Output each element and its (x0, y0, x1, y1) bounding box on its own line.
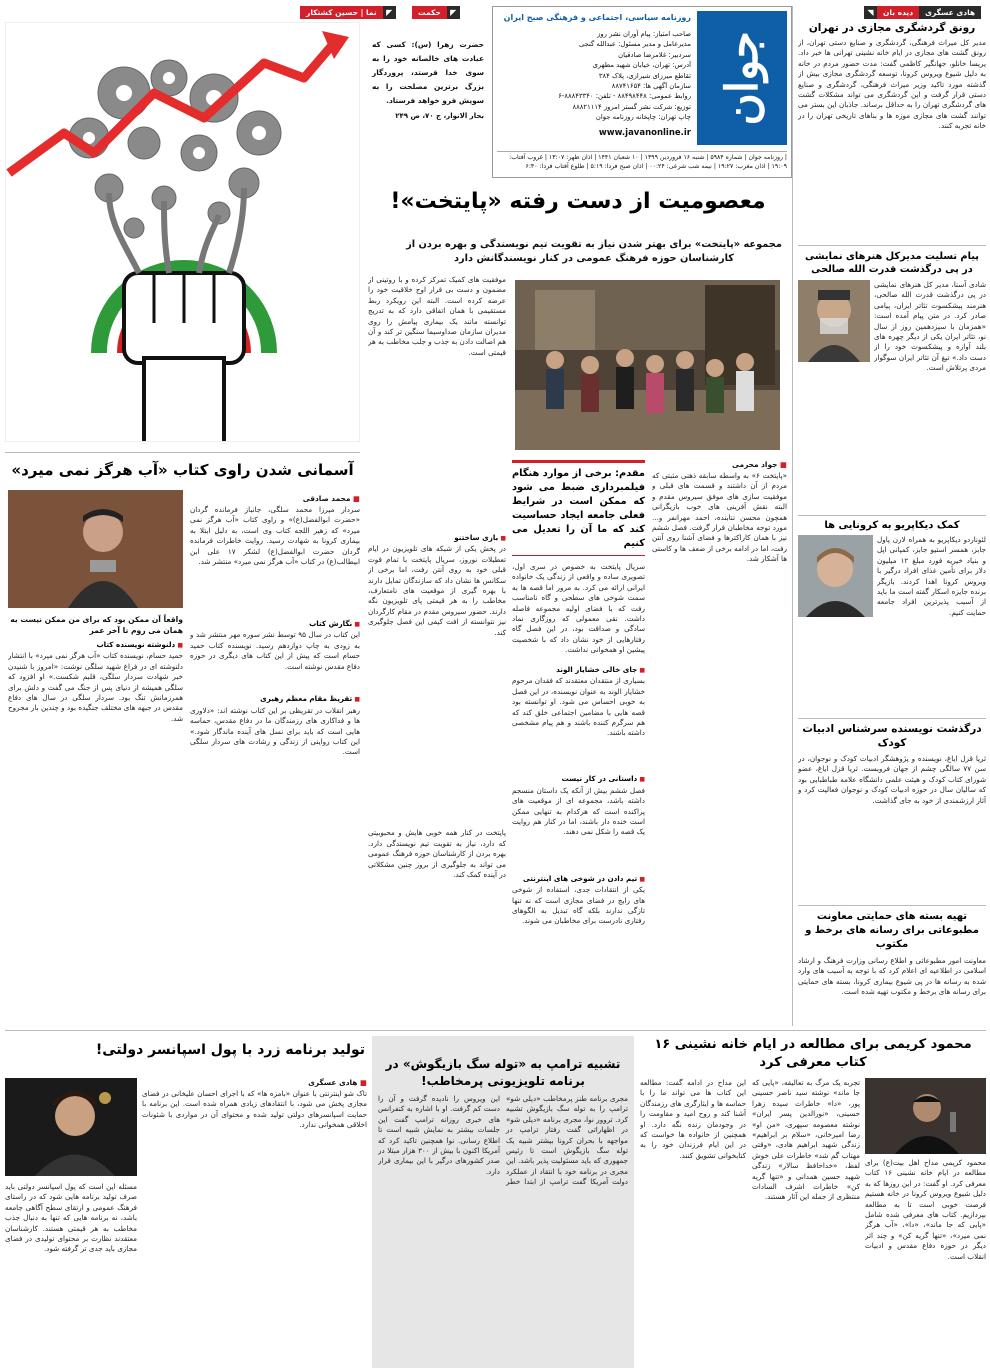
right-col-tag-label: دیده بان (877, 6, 919, 19)
left-story-col-1 (190, 494, 360, 976)
story-body: شادی آسنا، مدیر کل هنرهای نمایشی در پی درگذشت قدرت الله صالحی، هنرمند پیشکسوت تئاتر ایران، پیامی صادر کرد. در متن پیام آمده است: «همزمان با سیزدهمین روز از سال نو، تئاتر ایران یکی از دیگر چهره های بلند آوازه و پیشکسوت خود را از دست داد.» تیغ آن تئاتر ایران سوگوار مردی پرتلاش است. (874, 280, 986, 373)
masthead-credits (496, 29, 691, 123)
left-story-text-4: حمید حسام، نویسنده کتاب «آب هرگز نمی میرد» با انتشار دلنوشته ای در فراغ شهید سلگی نوشت: «امروز با شنیدن خبر شهادت سردار سلگی، قلبم شکست.» او افزود که سلگی همیشه از دنیای پس از جنگ می گفت و دلش برای همرزمانش تنگ بود. سردار سلگی در سال های دفاع مقدس در جبهه های مختلف جنگیده بود و چندین بار مجروح شد. (8, 651, 183, 723)
left-story-title: آسمانی شدن راوی کتاب «آب هرگز نمی میرد» (11, 461, 354, 479)
section-divider (5, 452, 360, 453)
story-press-support (798, 910, 986, 1036)
main-col-3-text-b: در پخش یکی از شبکه های تلویزیون در ایام تعطیلات نوروز، سریال پایتخت با تمام قوت قبلی خود به روی آنتن رفت، اما برخی از سکانس ها نشان داد که سازندگان تمایل دارند با بهره گیری از موقعیت های نامتعارف، مخاطب را به هر قیمتی پای تلویزیون نگه دارند. حضور سیروس مقدم در مقام کارگردان نیز نتوانسته از افت کیفی این فصل جلوگیری کند. (368, 544, 506, 637)
cartoon-tag (300, 6, 396, 19)
main-title: معصومیت از دست رفته «پایتخت»! (390, 189, 766, 214)
main-col-3-text-c: پایتخت در کنار همه خوبی هایش و محبوبیتی که دارد، نیاز به تقویت تیم نویسندگی دارد. بهره بردن از کارشناسان حوزه فرهنگ عمومی می تواند به جلوگیری از بروز چنین مشکلاتی در آینده کمک کند. (368, 828, 506, 880)
arrow-icon: ◤ (447, 6, 460, 19)
credit-line: مدیرعامل و مدیر مسئول: عبدالله گنجی (578, 40, 691, 49)
story-divider (798, 718, 986, 719)
story-title: رونق گردشگری مجازی در تهران (808, 22, 976, 34)
story-body: لئوناردو دیکاپریو به همراه لارن پاول جابز، همسر استیو جابز، کمپانی اپل و بنیاد خیریه فورد مبلغ ۱۲ میلیون دلار برای تأمین غذای افراد درگیر با ویروس کرونا اهدا کردند. بازیگر برنده جایزه اسکار گفته است ما باید از آسیب پذیرترین افراد جامعه حمایت کنیم. (877, 535, 986, 617)
main-subhead: ■ جای خالی خشایار الوند (512, 665, 645, 676)
main-col-2-text-c: فصل ششم بیش از آنکه یک داستان منسجم داشته باشد، مجموعه ای از موقعیت های پراکنده است که هرکدام به تنهایی ممکن است خنده دار باشند، اما در کنار هم روایت یک قصه را شکل نمی دهند. (512, 785, 645, 837)
cartoon-illustration (5, 23, 359, 442)
credit-line: سازمان آگهی ها: ۸۸۷۴۱۶۵۴ (611, 82, 691, 91)
zard-photo (5, 1078, 137, 1176)
hekmat-tag-label: حکمت (412, 6, 447, 19)
karimi-title: محمود کریمی برای مطالعه در ایام خانه نشینی ۱۶ کتاب معرفی کرد (654, 1037, 972, 1070)
story-divider (798, 905, 986, 906)
masthead-tagline: روزنامه سیاسی، اجتماعی و فرهنگی صبح ایران (503, 13, 691, 22)
main-col-2-text: سریال پایتخت به خصوص در سری اول، تصویری ساده و واقعی از زندگی یک خانواده ایرانی ارائه می کرد. به مرور اما قصه ها به سمت شوخی های سطحی و گاه نامناسب رفت که با فضای اولیه مجموعه فاصله داشت. نقی معمولی که روزگاری نماد سادگی و صداقت بود، در این فصل گاه رفتارهایی از خود نشان داد که با شخصیت پیشین او همخوانی نداشت. (512, 562, 645, 655)
main-byline: ■ جواد محرمی (652, 460, 787, 469)
left-story-quote: واقعاً آن ممکن بود که برای من ممکن نیست به همان می روم تا آخر عمر (10, 615, 183, 635)
main-col-2-text-b: بسیاری از منتقدان معتقدند که فقدان مرحوم خشایار الوند به عنوان نویسنده، در این فصل به خوبی احساس می شود. او توانسته بود قصه هایی با مضامین اجتماعی خلق کند که هم سرگرم کننده باشند و هم پیام مشخصی داشته باشند. (512, 676, 645, 738)
story-title: تهیه بسته های حمایتی معاونت مطبوعاتی برای رسانه های برخط و مکتوب (805, 911, 979, 950)
hekmat-text: حضرت زهرا (س): کسی که عبادت های خالصانه خود را به سوی خدا فرستد، پروردگار بزرگ برترین مصلحت را به سویش فرو خواهد فرستاد. (372, 40, 484, 105)
main-col-2-text-d: یکی از انتقادات جدی، استفاده از شوخی های رایج در فضای مجازی است که نه تنها تازگی ندارند بلکه گاه تبدیل به الگوهای رفتاری نادرست برای مخاطبان می شوند. (512, 885, 645, 926)
story-title: درگذشت نویسنده سرشناس ادبیات کودک (802, 723, 982, 749)
left-story-subhead: ■ تقریظ مقام معظم رهبری (190, 694, 360, 705)
zard-byline: ■ هادی عسگری (142, 1078, 367, 1087)
section-divider (5, 1030, 986, 1031)
story-body: ثریا قزل ایاغ، نویسنده و پژوهشگر ادبیات کودک و نوجوان، در سن ۷۷ سالگی چشم از جهان فروبست. ثریا قزل ایاغ، عضو شورای کتاب کودک و هیئت علمی دانشگاه علامه طباطبایی بود که سالیان سال در حوزه ادبیات کودک و نوجوان فعالیت کرد و آثار ارزشمندی از خود به جای گذاشت. (798, 754, 986, 805)
left-story-text-1: سردار میرزا محمد سلگی، جانباز فرمانده گردان «حضرت ابوالفضل(ع)» و راوی کتاب «آب هرگز نمی میرد» که زهیر اللجه کتاب وی است، به دلیل ابتلا به بیماری کرونا به شهادت رسید. روایت خاطرات فرمانده گردان حضرت ابوالفضل(ع) لشکر ۱۷ علی ابن ابیطالب(ع) در کتاب «آب هرگز نمی میرد» منتشر شد. (190, 505, 360, 567)
credit-line: آدرس: تهران، خیابان شهید مطهری (592, 61, 691, 70)
main-col-2 (512, 460, 645, 970)
credit-line: صاحب امتیاز: پیام آوران نشر روز (597, 30, 691, 38)
credit-line: چاپ تهران: چاپخانه روزنامه جوان (595, 113, 691, 122)
masthead-website[interactable]: www.javanonline.ir (598, 128, 691, 138)
left-story-col-2 (8, 614, 183, 1046)
story-virtual-tourism (798, 22, 986, 253)
credit-line: تقاطع میرزای شیرازی، پلاک ۳۸۴ (598, 71, 691, 80)
trump-title: تشبیه ترامپ به «توله سگ بازیگوش» در برنامه تلویزیونی پرمخاطب! (385, 1057, 621, 1088)
column-rule (792, 6, 793, 1026)
story-divider (798, 245, 986, 246)
logo-box (697, 11, 787, 145)
left-story-byline: ■ محمد صادقی (190, 494, 360, 503)
trump-box (372, 1036, 634, 1368)
left-story-subhead: ■ نگارش کتاب (190, 619, 360, 630)
zard-text-2: مسئله این است که پول اسپانسر دولتی باید صرف تولید برنامه هایی شود که در راستای فرهنگ عمومی و ارتقای سطح آگاهی جامعه باشد، نه برنامه هایی که تنها به دنبال جذب مخاطب به هر قیمتی هستند. کارشناسان معتقدند نظارت بر محتوای تولیدی در فضای مجازی باید جدی تر گرفته شود. (5, 1182, 137, 1254)
credit-line: توزیع: شرکت نشر گستر امروز ۸۸۸۲۱۱۱۴ (572, 102, 691, 111)
zard-col-1 (142, 1078, 367, 1364)
masthead-dateline: | روزنامه جوان | شماره ۵۹۸۴ | شنبه ۱۶ فروردین ۱۳۹۹ | ۱۰ شعبان ۱۴۴۱ | اذان ظهر: ۱۳:۰۷ | غروب آفتاب: ۱۹:۰۹ | اذان مغرب: ۱۹:۲۷ | نیمه شب شرعی: ۰۰:۲۴ | اذان صبح فردا: ۵:۱۹ | طلوع آفتاب فردا: ۶:۴۰ (497, 151, 787, 172)
left-story-text-2: این کتاب در سال ۹۵ توسط نشر سوره مهر منتشر شد و به زودی به چاپ دوازدهم رسید. نویسنده کتاب حمید حسام است که پیش از این کتاب های دیگری در حوزه دفاع مقدس نوشته است. (190, 630, 360, 671)
main-subhead: ■ داستانی در کار نیست (512, 774, 645, 785)
karimi-text-2: تجربه یک مرگ به تعالیقه، «پایی که جا ماند» نوشته سید ناصر حسینی پور، «دا» خاطرات سیده زهرا حسینی، «نورالدین پسر ایران» نوشته معصومه سپهری، «من او» رضا امیرخانی، «سلام بر ابراهیم» زندگی شهید ابراهیم هادی، «وقتی مهتاب گم شد» خاطرات علی خوش لفظ، «خداحافظ سالار» زندگی شهید حسین همدانی و «تنها گریه کن» خاطرات اشرف السادات منتظری از جمله این آثار هستند. (752, 1078, 860, 1202)
credit-line: سردبیر: غلامرضا صادقیان (618, 50, 691, 59)
credit-line: روابط عمومی: ۸۸۴۹۸۴۴۸ - تلفن: ۸۸۸۴۳۳۴۰-۶ (558, 92, 691, 101)
main-subtitle: مجموعه «پایتخت» برای بهتر شدن نیاز به تقویت تیم نویسندگی و بهره بردن از کارشناسان حوزه فرهنگ عمومی در کنار نویسندگانش دارد (406, 239, 782, 264)
zard-title: تولید برنامه زرد با پول اسپانسر دولتی! (95, 1042, 365, 1058)
salgi-photo (8, 490, 183, 608)
main-subhead: ■ تیم دادن در شوخی های اینترنتی (512, 874, 645, 885)
story-divider (798, 515, 986, 516)
karimi-text-3: این مداح در ادامه گفت: مطالعه این کتاب ها می تواند ما را با حماسه ها و ایثارگری های رزمندگان آشنا کند و روح امید و مقاومت را در وجودمان زنده نگه دارد. او همچنین از خانواده ها خواست که در این ایام فرزندان خود را به کتابخوانی تشویق کنند. (640, 1078, 746, 1160)
left-story-subhead: ■ دلنوشته نویسنده کتاب (8, 640, 183, 651)
story-condolence (798, 250, 986, 500)
hekmat-box (372, 38, 484, 168)
karimi-text-1: محمود کریمی مداح اهل بیت(ع) برای مطالعه در ایام خانه نشینی ۱۶ کتاب معرفی کرد. او گفت: در این روزها که به دلیل شیوع ویروس کرونا در خانه هستیم فرصت خوبی است تا به مطالعه بپردازیم. کتاب های معرفی شده شامل «پایی که جا ماند»، «دا»، «آب هرگز نمی میرد»، «تنها گریه کن» و چند اثر دیگر در حوزه دفاع مقدس و ادبیات انقلاب است. (865, 1158, 986, 1261)
main-col-3-text: موفقیت های کمیک تمرکز کرده و با روتینی از مضمون و دست بی قرار اوج خلاقیت خود را عرضه کرده است. البته این رویکرد ربط مستقیمی با همان اتفاقی دارد که به تدریج توانسته مانند یک بیماری پیامش را روی مدیران سازمان صداوسیما سنگین تر کند و آن هم اصالت دادن به جذب و جلب مخاطب به هر قیمتی است. (368, 275, 506, 357)
masthead (492, 6, 792, 178)
story-dicaprio (798, 520, 986, 720)
story-body: مدیر کل میراث فرهنگی، گردشگری و صنایع دستی تهران، از رونق گشت های مجازی در ایام خانه نشینی تهرانی ها خبر داد. پریسا خانلو، جهانگیر کاظمی گفت: مدت حضور مردم در خانه به دلیل شیوع ویروس کرونا، توسعه گردشگری مجازی بیش از گذشته مورد تاکید وزیر میراث فرهنگی، گردشگری و صنایع دستی قرار گرفت و این گردشگری می تواند مشکلات گشت های گردشگری تهران را به حداقل برساند. جاذبان این بستر می توانند گشت های مجازی موزه ها و بناهای تاریخی تهران را در خانه تجربه کنند. (798, 38, 986, 131)
main-col-1-text: «پایتخت ۶» به واسطه سابقه ذهنی مثبتی که مردم از آن داشتند و قسمت های قبلی و موفقیت سازی های موفق سیروس مقدم و البته نقش آفرینی های خوب بازیگرانی همچون محسن تنابنده، احمد مهرانفر و... مورد توجه مخاطبان قرار گرفت. فصل ششم نیز با همان کاراکترها و فضای آشنا روی آنتن رفت، اما در ادامه برخی از ضعف ها و کاستی ها آشکار شد. (652, 471, 787, 564)
hekmat-tag (412, 6, 460, 19)
karimi-photo (865, 1078, 986, 1154)
trump-text: مجری برنامه طنز پرمخاطب «دیلی شو» ترامپ را به توله سگ بازیگوش تشبیه کرد. تروور نوا، مجری برنامه «دیلی شو» در اظهاراتی گفت رفتار ترامپ در مواجهه با بحران کرونا بیشتر شبیه یک توله سگ بازیگوش است تا رئیس جمهوری که باید مسئولیت پذیر باشد. این مجری در برنامه خود با انتقاد از عملکرد دولت آمریکا گفت ترامپ از ابتدا خطر این ویروس را نادیده گرفت و آن را دست کم گرفت. او با اشاره به کنفرانس های خبری روزانه ترامپ گفت این جلسات بیشتر به نمایش شبیه است تا اطلاع رسانی. نوا همچنین تاکید کرد که آمریکا اکنون با بیش از ۳۰۰ هزار مبتلا در صدر کشورهای درگیر با این بیماری قرار دارد. (378, 1094, 628, 1187)
main-quote-text: مقدم: برخی از موارد هنگام فیلمبرداری ضبط می شود که ممکن است در شرایط فعلی جامعه ایجاد حساسیت کند که ما آن را تعدیل می کنیم (512, 468, 645, 549)
arrow-icon: ◤ (383, 6, 396, 19)
right-col-author: هادی عسگری (919, 6, 981, 19)
right-col-tag (864, 6, 981, 19)
left-story-text-3: رهبر انقلاب در تقریظی بر این کتاب نوشته اند: «دلاوری ها و فداکاری های رزمندگان ما در دفاع مقدس، حماسه هایی است که باید برای نسل های آینده ماندگار شود.» این کتاب روایتی از زندگی و رشادت های سردار سلگی است. (190, 705, 360, 757)
cartoon-image (5, 22, 360, 442)
salehi-photo (798, 280, 870, 362)
zard-text-1: تاک شو اینترنتی با عنوان «بامزه ها» که با اجرای احسان علیخانی در فضای مجازی پخش می شود، با انتقادهای زیادی همراه شده است. این برنامه با حمایت اسپانسرهای دولتی تولید شده و محتوای آن در مواردی با شئونات اخلاقی همخوانی ندارد. (142, 1089, 367, 1130)
story-body: معاونت امور مطبوعاتی و اطلاع رسانی وزارت فرهنگ و ارشاد اسلامی در اطلاعیه ای اعلام کرد که با توجه به آسیب های وارد شده به رسانه ها در پی شیوع بیماری کرونا، بسته های حمایتی برای رسانه های برخط و مکتوب تهیه شده است. (798, 956, 986, 997)
hekmat-source: بحار الانوار، ج ۷۰، ص ۲۴۹ (395, 112, 484, 120)
story-title: کمک دیکاپریو به کرونایی ها (824, 520, 960, 531)
dicaprio-photo (798, 535, 873, 617)
arrow-icon: ◥ (864, 6, 877, 19)
main-col-3 (368, 275, 506, 1028)
story-title: پیام تسلیت مدیرکل هنرهای نمایشی در پی درگذشت قدرت الله صالحی (805, 251, 979, 275)
logo-text: جوان (716, 30, 768, 126)
cartoon-tag-label: نما | حسین کشتکار (300, 6, 383, 19)
main-subhead: ■ بازی ساختنو (368, 533, 506, 544)
story-writer-death (798, 722, 986, 904)
main-col-1 (652, 460, 787, 1031)
main-pull-quote (512, 460, 645, 556)
main-photo (515, 280, 780, 450)
